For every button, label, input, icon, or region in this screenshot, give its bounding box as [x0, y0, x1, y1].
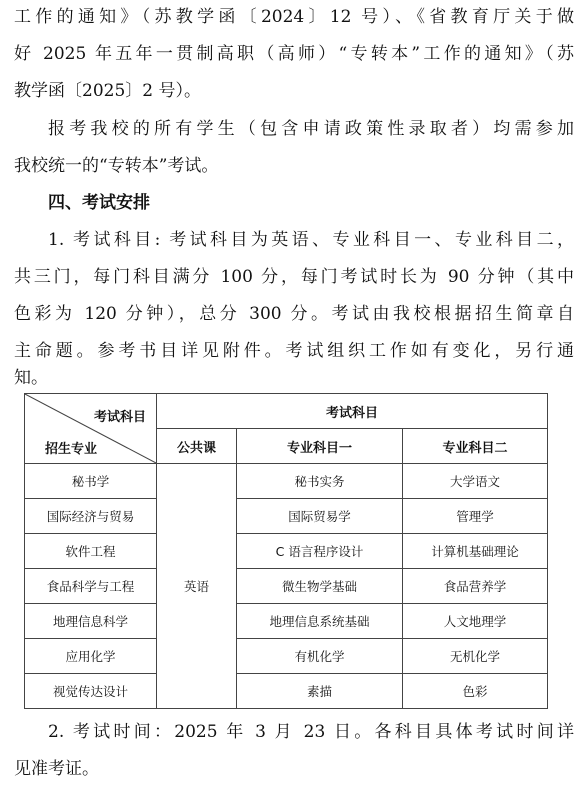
major-subject-1: C 语言程序设计	[237, 534, 403, 569]
major-subject-2: 人文地理学	[403, 604, 548, 639]
table-row	[25, 569, 548, 604]
major-name: 视觉传达设计	[25, 674, 157, 709]
intro-line-2: 好 2025 年五年一贯制高职（高师）“专转本”工作的通知》（苏	[14, 44, 574, 64]
header-exam-subjects: 考试科目	[157, 394, 548, 429]
exam-subjects-table	[24, 393, 548, 709]
section-heading: 四、考试安排	[48, 193, 150, 213]
major-subject-1: 微生物学基础	[237, 569, 403, 604]
corner-label-subjects: 考试科目	[93, 410, 146, 425]
intro-line-1: 工作的通知》（苏教学函〔2024〕12 号）、《省教育厅关于做	[14, 7, 574, 27]
major-name: 应用化学	[25, 639, 157, 674]
major-subject-2: 色彩	[403, 674, 548, 709]
table-row	[25, 604, 548, 639]
subjects-line-2: 共三门，每门科目满分 100 分，每门考试时长为 90 分钟（其中	[14, 267, 574, 287]
major-name: 食品科学与工程	[25, 569, 157, 604]
subjects-line-3: 色彩为 120 分钟），总分 300 分。考试由我校根据招生简章自	[14, 304, 574, 324]
major-subject-2: 管理学	[403, 499, 548, 534]
public-subject-english: 英语	[157, 464, 237, 709]
major-subject-2: 食品营养学	[403, 569, 548, 604]
time-line-1: 2. 考试时间：2025 年 3 月 23 日。各科目具体考试时间详	[48, 722, 574, 742]
time-line-2: 见准考证。	[14, 759, 99, 779]
major-subject-1: 秘书实务	[237, 464, 403, 499]
major-subject-1: 有机化学	[237, 639, 403, 674]
enroll-line-1: 报考我校的所有学生（包含申请政策性录取者）均需参加	[48, 119, 574, 139]
subjects-line-5: 知。	[14, 368, 48, 388]
subjects-line-1: 1. 考试科目: 考试科目为英语、专业科目一、专业科目二，	[48, 230, 574, 250]
major-name: 秘书学	[25, 464, 157, 499]
header-public-course: 公共课	[157, 429, 237, 464]
intro-line-3: 教学函〔2025〕2 号）。	[14, 81, 201, 101]
table-row	[25, 674, 548, 709]
table-row	[25, 464, 548, 499]
major-subject-2: 计算机基础理论	[403, 534, 548, 569]
major-subject-2: 无机化学	[403, 639, 548, 674]
table-corner-cell	[25, 394, 157, 464]
major-name: 软件工程	[25, 534, 157, 569]
major-name: 国际经济与贸易	[25, 499, 157, 534]
table-row	[25, 534, 548, 569]
major-subject-1: 素描	[237, 674, 403, 709]
header-major-subject-1: 专业科目一	[237, 429, 403, 464]
major-subject-1: 地理信息系统基础	[237, 604, 403, 639]
major-name: 地理信息科学	[25, 604, 157, 639]
header-major-subject-2: 专业科目二	[403, 429, 548, 464]
enroll-line-2: 我校统一的“专转本”考试。	[14, 156, 219, 176]
table-row	[25, 639, 548, 674]
major-subject-2: 大学语文	[403, 464, 548, 499]
major-subject-1: 国际贸易学	[237, 499, 403, 534]
subjects-line-4: 主命题。参考书目详见附件。考试组织工作如有变化，另行通	[14, 341, 574, 361]
table-row	[25, 499, 548, 534]
corner-label-majors: 招生专业	[45, 442, 98, 457]
